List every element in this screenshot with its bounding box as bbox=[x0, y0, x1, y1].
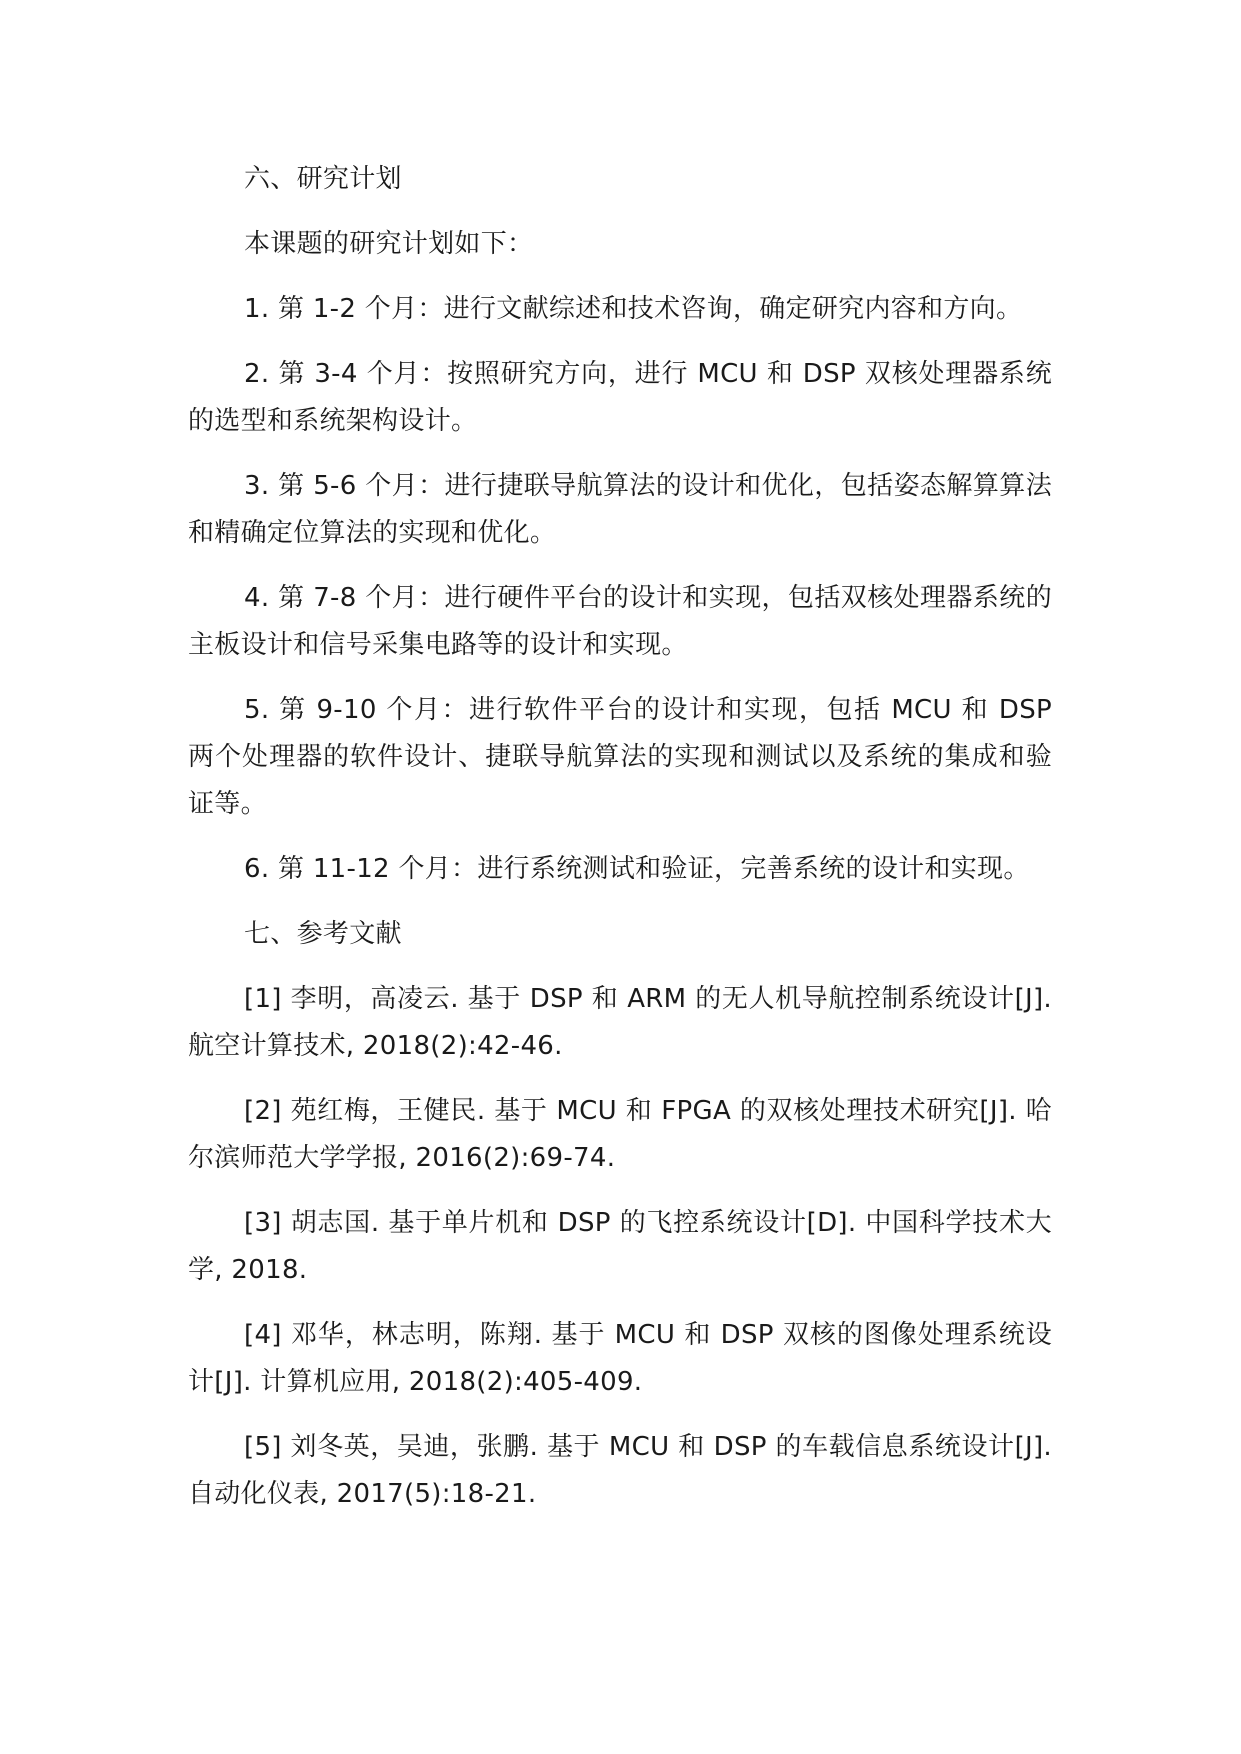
reference-4: [4] 邓华，林志明，陈翔. 基于 MCU 和 DSP 双核的图像处理系统设计[J]. 计算机应用, 2018(2):405-409. bbox=[188, 1320, 1052, 1397]
plan-item-4: 4. 第 7-8 个月：进行硬件平台的设计和实现，包括双核处理器系统的主板设计和信号采集电路等的设计和实现。 bbox=[188, 583, 1052, 660]
section-heading-research-plan: 六、研究计划 bbox=[244, 164, 402, 194]
reference-3: [3] 胡志国. 基于单片机和 DSP 的飞控系统设计[D]. 中国科学技术大学, 2018. bbox=[188, 1208, 1052, 1285]
page-content bbox=[188, 156, 1052, 1536]
plan-item-6: 6. 第 11-12 个月：进行系统测试和验证，完善系统的设计和实现。 bbox=[244, 854, 1030, 884]
plan-item-2: 2. 第 3-4 个月：按照研究方向，进行 MCU 和 DSP 双核处理器系统的选型和系统架构设计。 bbox=[188, 359, 1052, 436]
reference-5: [5] 刘冬英，吴迪，张鹏. 基于 MCU 和 DSP 的车载信息系统设计[J]. 自动化仪表, 2017(5):18-21. bbox=[188, 1432, 1052, 1509]
section-heading-references: 七、参考文献 bbox=[244, 919, 402, 949]
research-plan-intro: 本课题的研究计划如下： bbox=[244, 229, 534, 259]
reference-1: [1] 李明，高凌云. 基于 DSP 和 ARM 的无人机导航控制系统设计[J]. 航空计算技术, 2018(2):42-46. bbox=[188, 984, 1052, 1061]
plan-item-5: 5. 第 9-10 个月：进行软件平台的设计和实现，包括 MCU 和 DSP 两个处理器的软件设计、捷联导航算法的实现和测试以及系统的集成和验证等。 bbox=[188, 695, 1052, 819]
reference-2: [2] 苑红梅，王健民. 基于 MCU 和 FPGA 的双核处理技术研究[J]. 哈尔滨师范大学学报, 2016(2):69-74. bbox=[188, 1096, 1052, 1173]
plan-item-1: 1. 第 1-2 个月：进行文献综述和技术咨询，确定研究内容和方向。 bbox=[244, 294, 1023, 324]
plan-item-3: 3. 第 5-6 个月：进行捷联导航算法的设计和优化，包括姿态解算算法和精确定位算法的实现和优化。 bbox=[188, 471, 1052, 548]
